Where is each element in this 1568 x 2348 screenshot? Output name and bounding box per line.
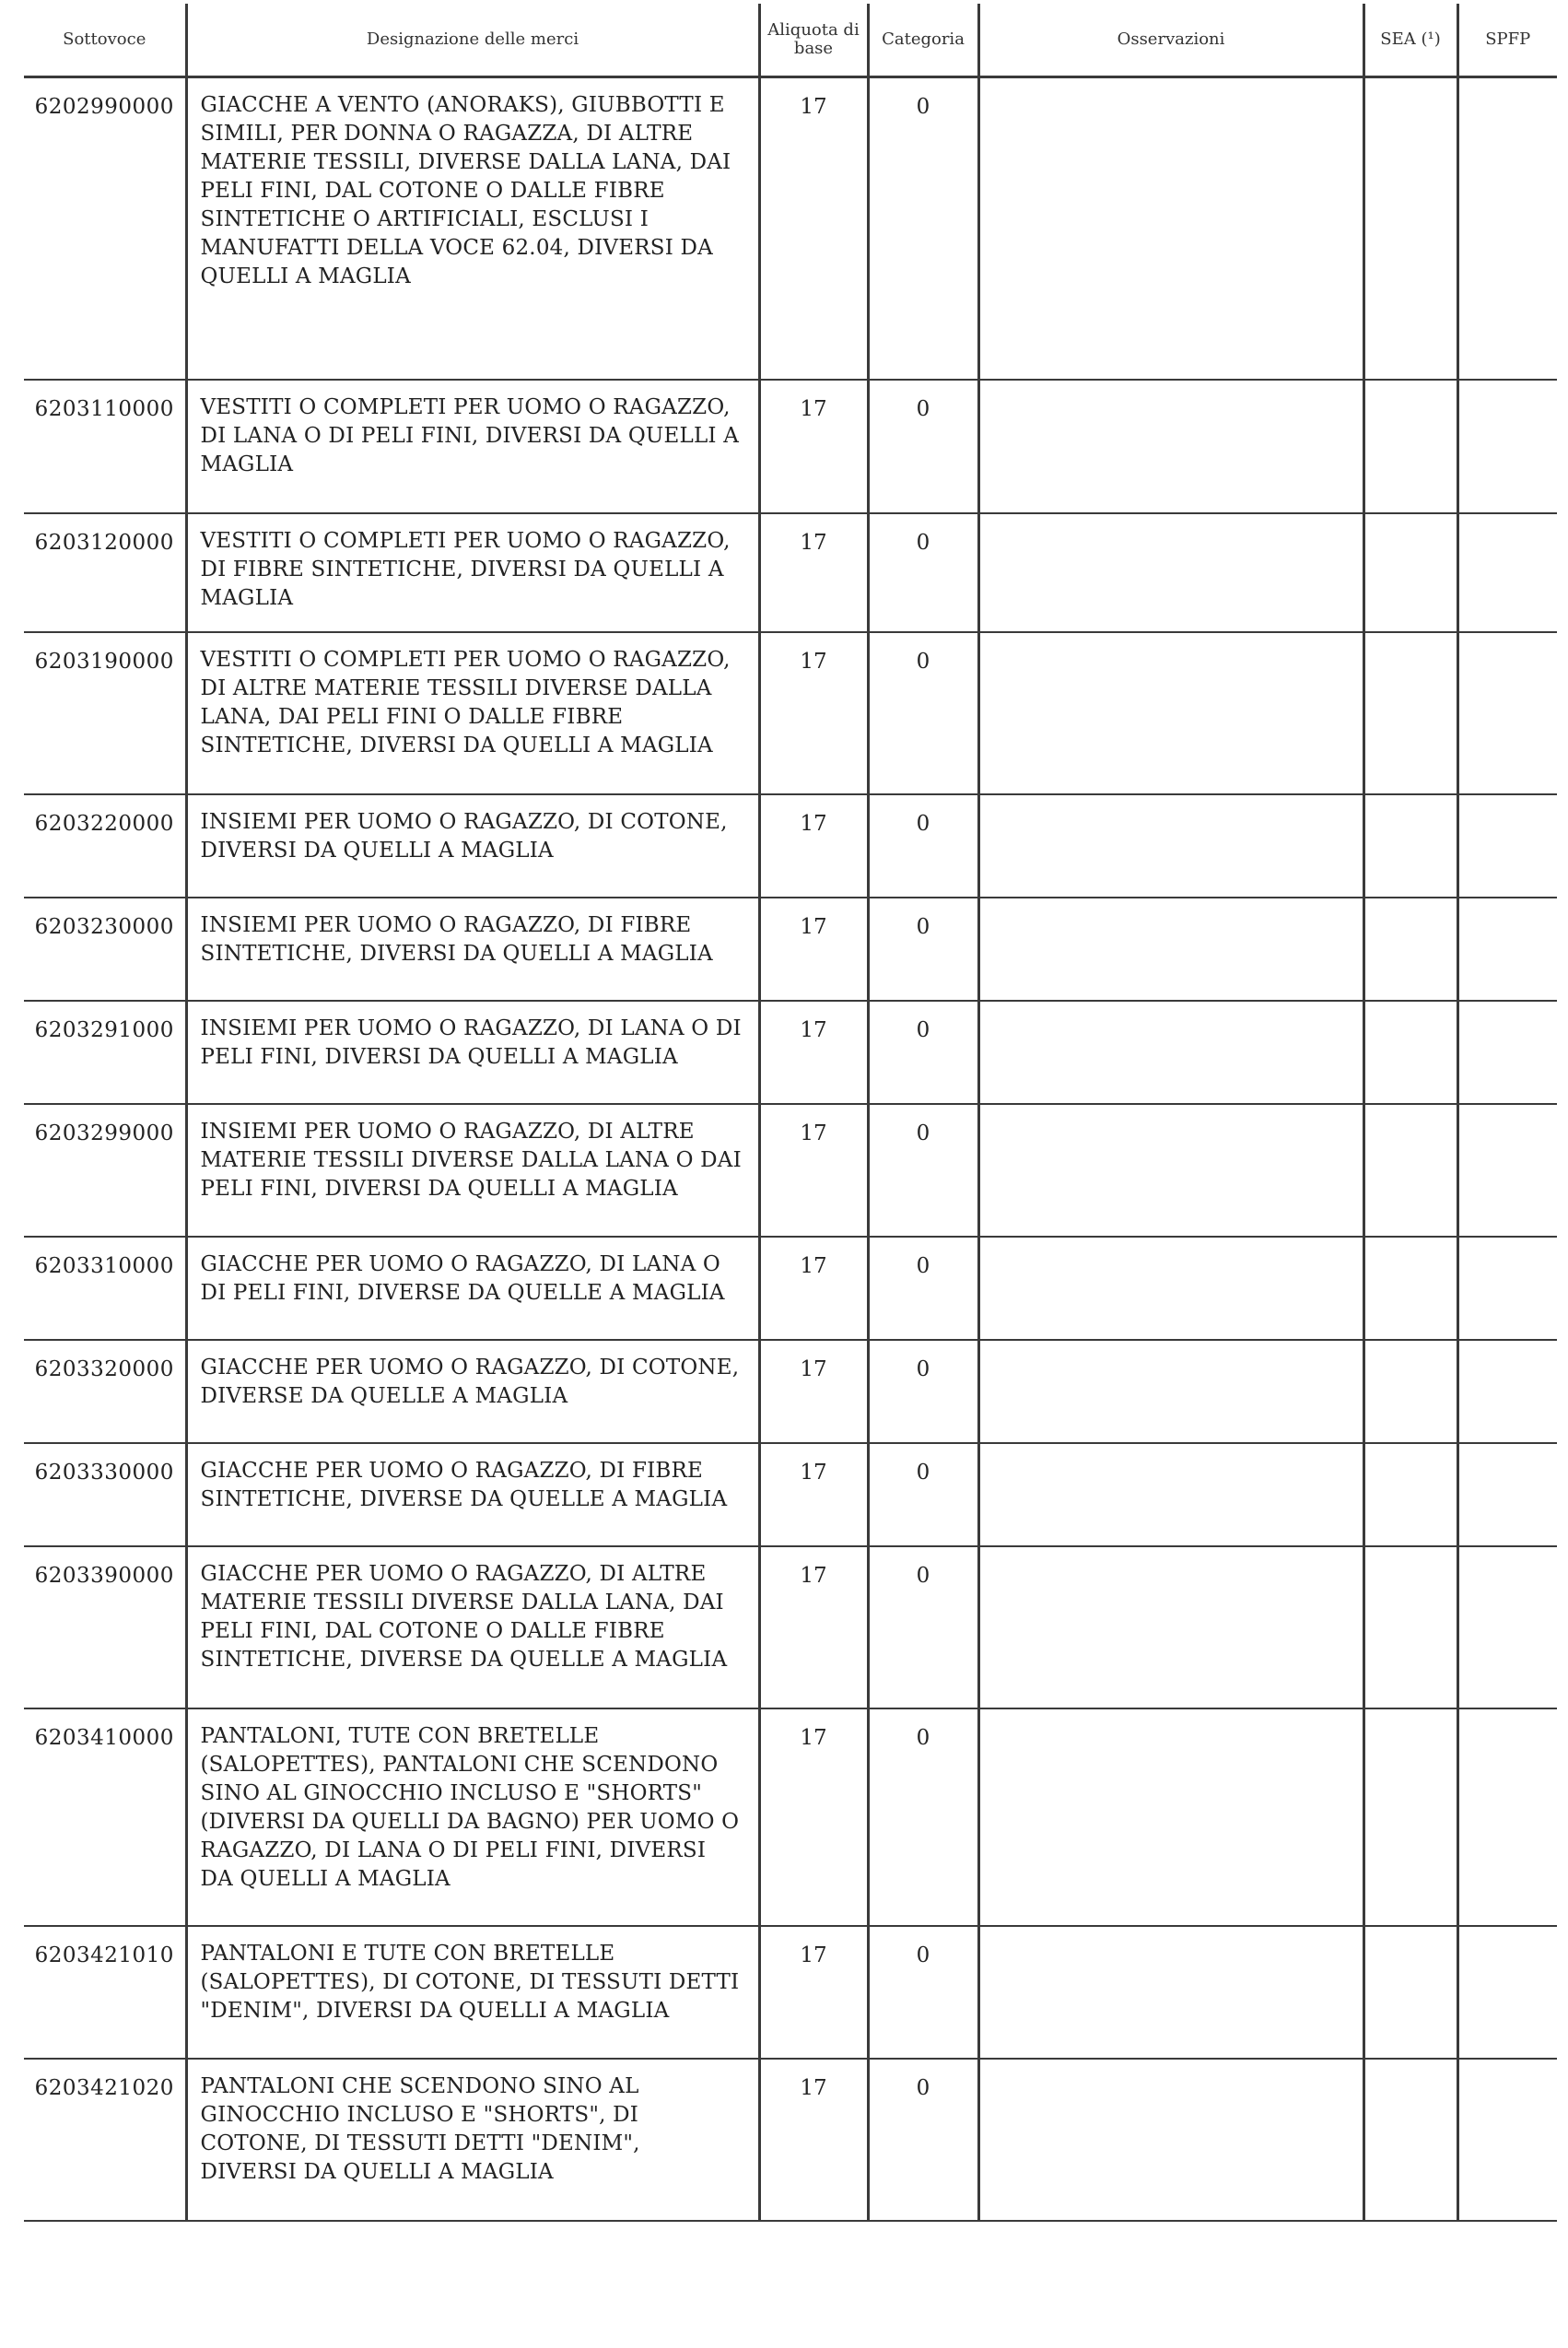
table-row — [24, 1104, 1557, 1237]
cell-spfp — [1457, 1001, 1557, 1104]
cell-code: 6203110000 — [24, 380, 186, 513]
cell-category: 0 — [868, 1546, 978, 1708]
cell-notes — [978, 1926, 1363, 2059]
cell-category: 0 — [868, 898, 978, 1001]
cell-code: 6203330000 — [24, 1443, 186, 1546]
cell-rate: 17 — [759, 1546, 868, 1708]
cell-code: 6203299000 — [24, 1104, 186, 1237]
table-row — [24, 1001, 1557, 1104]
cell-rate: 17 — [759, 898, 868, 1001]
cell-category: 0 — [868, 2059, 978, 2221]
cell-spfp — [1457, 2059, 1557, 2221]
cell-rate: 17 — [759, 2059, 868, 2221]
cell-sea — [1363, 1443, 1457, 1546]
cell-spfp — [1457, 513, 1557, 632]
tariff-table — [24, 4, 1557, 2222]
table-row — [24, 1237, 1557, 1340]
cell-notes — [978, 77, 1363, 380]
cell-spfp — [1457, 1546, 1557, 1708]
cell-notes — [978, 898, 1363, 1001]
cell-sea — [1363, 1104, 1457, 1237]
cell-category: 0 — [868, 513, 978, 632]
cell-sea — [1363, 1546, 1457, 1708]
cell-rate: 17 — [759, 1001, 868, 1104]
cell-spfp — [1457, 794, 1557, 898]
cell-rate: 17 — [759, 794, 868, 898]
header-row — [24, 4, 1557, 77]
cell-code: 6203320000 — [24, 1340, 186, 1443]
cell-sea — [1363, 1001, 1457, 1104]
cell-sea — [1363, 1708, 1457, 1926]
cell-description: INSIEMI PER UOMO O RAGAZZO, DI COTONE, DIVERSI DA QUELLI A MAGLIA — [186, 794, 759, 898]
cell-rate: 17 — [759, 1443, 868, 1546]
table-row — [24, 794, 1557, 898]
cell-category: 0 — [868, 1340, 978, 1443]
table-row — [24, 632, 1557, 794]
col-header-aliquota: Aliquota di base — [759, 4, 868, 77]
cell-spfp — [1457, 898, 1557, 1001]
cell-description: GIACCHE PER UOMO O RAGAZZO, DI COTONE, DIVERSE DA QUELLE A MAGLIA — [186, 1340, 759, 1443]
cell-code: 6203421020 — [24, 2059, 186, 2221]
cell-description: GIACCHE PER UOMO O RAGAZZO, DI FIBRE SINTETICHE, DIVERSE DA QUELLE A MAGLIA — [186, 1443, 759, 1546]
cell-spfp — [1457, 632, 1557, 794]
col-header-designazione: Designazione delle merci — [186, 4, 759, 77]
cell-spfp — [1457, 1443, 1557, 1546]
cell-description: INSIEMI PER UOMO O RAGAZZO, DI ALTRE MATERIE TESSILI DIVERSE DALLA LANA O DAI PELI FINI, DIVERSI DA QUELLI A MAGLIA — [186, 1104, 759, 1237]
cell-category: 0 — [868, 632, 978, 794]
cell-description: INSIEMI PER UOMO O RAGAZZO, DI FIBRE SINTETICHE, DIVERSI DA QUELLI A MAGLIA — [186, 898, 759, 1001]
cell-sea — [1363, 513, 1457, 632]
cell-code: 6203230000 — [24, 898, 186, 1001]
table-row — [24, 1340, 1557, 1443]
cell-rate: 17 — [759, 1340, 868, 1443]
cell-code: 6203410000 — [24, 1708, 186, 1926]
cell-description: PANTALONI E TUTE CON BRETELLE (SALOPETTES), DI COTONE, DI TESSUTI DETTI "DENIM", DIVERSI DA QUELLI A MAGLIA — [186, 1926, 759, 2059]
cell-code: 6203421010 — [24, 1926, 186, 2059]
cell-description: PANTALONI, TUTE CON BRETELLE (SALOPETTES), PANTALONI CHE SCENDONO SINO AL GINOCCHIO INCLUSO E "SHORTS" (DIVERSI DA QUELLI DA BAGNO) PER UOMO O RAGAZZO, DI LANA O DI PELI FINI, DIVERSI DA QUELLI A MAGLIA — [186, 1708, 759, 1926]
cell-rate: 17 — [759, 1104, 868, 1237]
cell-spfp — [1457, 1926, 1557, 2059]
cell-sea — [1363, 1340, 1457, 1443]
cell-description: VESTITI O COMPLETI PER UOMO O RAGAZZO, DI ALTRE MATERIE TESSILI DIVERSE DALLA LANA, DAI PELI FINI O DALLE FIBRE SINTETICHE, DIVERSI DA QUELLI A MAGLIA — [186, 632, 759, 794]
cell-notes — [978, 1708, 1363, 1926]
table-row — [24, 380, 1557, 513]
cell-code: 6202990000 — [24, 77, 186, 380]
cell-sea — [1363, 898, 1457, 1001]
cell-notes — [978, 1237, 1363, 1340]
cell-code: 6203291000 — [24, 1001, 186, 1104]
table-row — [24, 1708, 1557, 1926]
cell-category: 0 — [868, 1237, 978, 1340]
cell-notes — [978, 513, 1363, 632]
col-header-sea: SEA (¹) — [1363, 4, 1457, 77]
cell-notes — [978, 380, 1363, 513]
cell-category: 0 — [868, 1708, 978, 1926]
cell-notes — [978, 794, 1363, 898]
cell-description: VESTITI O COMPLETI PER UOMO O RAGAZZO, DI FIBRE SINTETICHE, DIVERSI DA QUELLI A MAGLIA — [186, 513, 759, 632]
cell-code: 6203120000 — [24, 513, 186, 632]
table-row — [24, 1926, 1557, 2059]
cell-rate: 17 — [759, 513, 868, 632]
table-row — [24, 898, 1557, 1001]
cell-rate: 17 — [759, 77, 868, 380]
table-row — [24, 1443, 1557, 1546]
cell-spfp — [1457, 1237, 1557, 1340]
tariff-sheet — [24, 4, 1557, 2222]
cell-sea — [1363, 794, 1457, 898]
cell-description: INSIEMI PER UOMO O RAGAZZO, DI LANA O DI PELI FINI, DIVERSI DA QUELLI A MAGLIA — [186, 1001, 759, 1104]
col-header-spfp: SPFP — [1457, 4, 1557, 77]
cell-spfp — [1457, 380, 1557, 513]
cell-code: 6203190000 — [24, 632, 186, 794]
cell-code: 6203220000 — [24, 794, 186, 898]
cell-spfp — [1457, 1340, 1557, 1443]
table-row — [24, 1546, 1557, 1708]
cell-category: 0 — [868, 1104, 978, 1237]
cell-code: 6203310000 — [24, 1237, 186, 1340]
cell-code: 6203390000 — [24, 1546, 186, 1708]
cell-notes — [978, 1104, 1363, 1237]
cell-notes — [978, 1340, 1363, 1443]
col-header-sottovoce: Sottovoce — [24, 4, 186, 77]
cell-description: GIACCHE PER UOMO O RAGAZZO, DI ALTRE MATERIE TESSILI DIVERSE DALLA LANA, DAI PELI FINI, DAL COTONE O DALLE FIBRE SINTETICHE, DIVERSE DA QUELLE A MAGLIA — [186, 1546, 759, 1708]
col-header-categoria: Categoria — [868, 4, 978, 77]
cell-sea — [1363, 2059, 1457, 2221]
cell-notes — [978, 2059, 1363, 2221]
cell-rate: 17 — [759, 1926, 868, 2059]
cell-notes — [978, 1443, 1363, 1546]
cell-sea — [1363, 1926, 1457, 2059]
cell-rate: 17 — [759, 380, 868, 513]
cell-spfp — [1457, 1708, 1557, 1926]
cell-rate: 17 — [759, 1708, 868, 1926]
cell-rate: 17 — [759, 1237, 868, 1340]
cell-description: PANTALONI CHE SCENDONO SINO AL GINOCCHIO INCLUSO E "SHORTS", DI COTONE, DI TESSUTI DETTI "DENIM", DIVERSI DA QUELLI A MAGLIA — [186, 2059, 759, 2221]
table-row — [24, 77, 1557, 380]
cell-spfp — [1457, 1104, 1557, 1237]
cell-notes — [978, 1001, 1363, 1104]
cell-category: 0 — [868, 1926, 978, 2059]
cell-description: GIACCHE PER UOMO O RAGAZZO, DI LANA O DI PELI FINI, DIVERSE DA QUELLE A MAGLIA — [186, 1237, 759, 1340]
cell-notes — [978, 632, 1363, 794]
cell-description: VESTITI O COMPLETI PER UOMO O RAGAZZO, DI LANA O DI PELI FINI, DIVERSI DA QUELLI A MAGLIA — [186, 380, 759, 513]
cell-sea — [1363, 77, 1457, 380]
cell-category: 0 — [868, 380, 978, 513]
col-header-osservazioni: Osservazioni — [978, 4, 1363, 77]
cell-sea — [1363, 1237, 1457, 1340]
cell-category: 0 — [868, 1443, 978, 1546]
cell-sea — [1363, 632, 1457, 794]
cell-category: 0 — [868, 77, 978, 380]
cell-spfp — [1457, 77, 1557, 380]
cell-notes — [978, 1546, 1363, 1708]
cell-sea — [1363, 380, 1457, 513]
cell-rate: 17 — [759, 632, 868, 794]
cell-description: GIACCHE A VENTO (ANORAKS), GIUBBOTTI E SIMILI, PER DONNA O RAGAZZA, DI ALTRE MATERIE TESSILI, DIVERSE DALLA LANA, DAI PELI FINI, DAL COTONE O DALLE FIBRE SINTETICHE O ARTIFICIALI, ESCLUSI I MANUFATTI DELLA VOCE 62.04, DIVERSI DA QUELLI A MAGLIA — [186, 77, 759, 380]
cell-category: 0 — [868, 1001, 978, 1104]
cell-category: 0 — [868, 794, 978, 898]
table-row — [24, 513, 1557, 632]
table-row — [24, 2059, 1557, 2221]
